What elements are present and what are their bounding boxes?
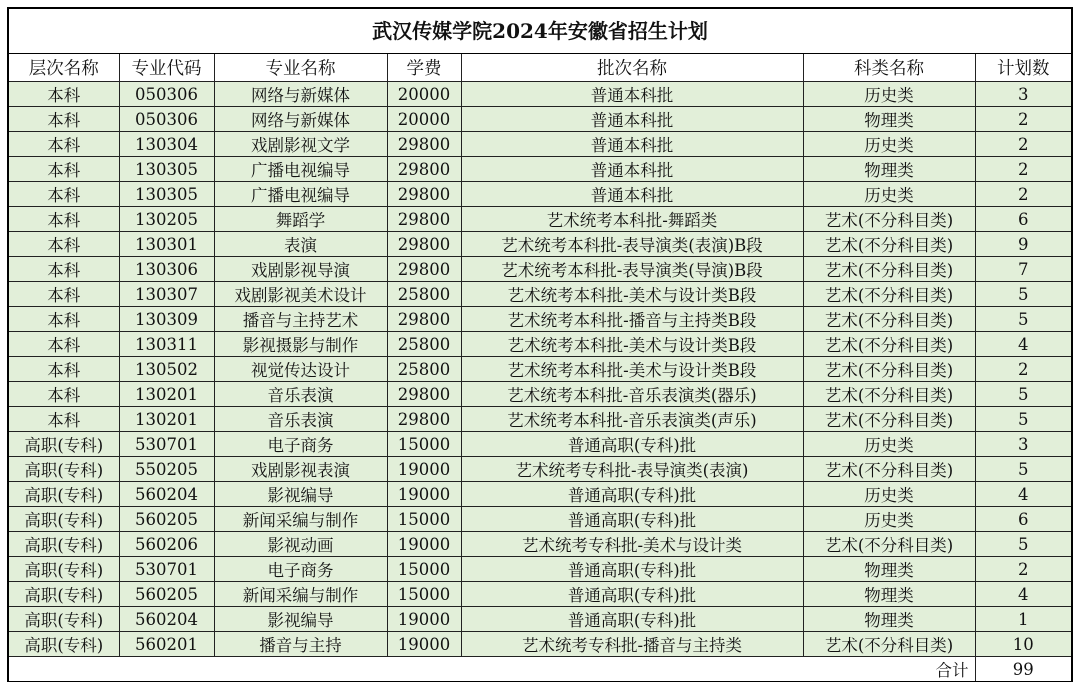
admission-plan-table [9, 54, 1071, 681]
tuition-cell: 19000 [387, 532, 461, 557]
table-row [9, 507, 1071, 532]
level-cell: 高职(专科) [9, 607, 119, 632]
major-code-cell: 560205 [119, 507, 214, 532]
batch-name-cell: 艺术统考本科批-美术与设计类B段 [461, 332, 803, 357]
table-row [9, 432, 1071, 457]
batch-name-cell: 普通高职(专科)批 [461, 607, 803, 632]
major-code-cell: 130306 [119, 257, 214, 282]
plan-count-cell: 9 [975, 232, 1071, 257]
category-cell: 物理类 [803, 157, 975, 182]
category-cell: 艺术(不分科目类) [803, 357, 975, 382]
table-row [9, 532, 1071, 557]
major-code-cell: 560201 [119, 632, 214, 657]
level-cell: 高职(专科) [9, 632, 119, 657]
batch-name-cell: 普通本科批 [461, 157, 803, 182]
batch-name-cell: 艺术统考专科批-表导演类(表演) [461, 457, 803, 482]
level-cell: 本科 [9, 107, 119, 132]
level-cell: 高职(专科) [9, 457, 119, 482]
major-name-cell: 影视编导 [214, 607, 387, 632]
table-row [9, 607, 1071, 632]
category-cell: 历史类 [803, 482, 975, 507]
major-code-cell: 130301 [119, 232, 214, 257]
document-title: 武汉传媒学院2024年安徽省招生计划 [9, 9, 1071, 54]
total-label: 合计 [9, 657, 975, 682]
category-cell: 艺术(不分科目类) [803, 332, 975, 357]
level-cell: 本科 [9, 407, 119, 432]
table-row [9, 457, 1071, 482]
major-name-cell: 戏剧影视美术设计 [214, 282, 387, 307]
plan-count-cell: 4 [975, 482, 1071, 507]
batch-name-cell: 艺术统考本科批-表导演类(表演)B段 [461, 232, 803, 257]
level-cell: 高职(专科) [9, 557, 119, 582]
level-cell: 高职(专科) [9, 432, 119, 457]
major-code-cell: 560204 [119, 482, 214, 507]
plan-count-cell: 5 [975, 382, 1071, 407]
tuition-cell: 29800 [387, 132, 461, 157]
major-code-cell: 130201 [119, 382, 214, 407]
plan-count-cell: 3 [975, 82, 1071, 107]
tuition-cell: 29800 [387, 182, 461, 207]
tuition-cell: 29800 [387, 407, 461, 432]
major-name-cell: 视觉传达设计 [214, 357, 387, 382]
plan-count-cell: 2 [975, 107, 1071, 132]
major-name-cell: 播音与主持艺术 [214, 307, 387, 332]
major-name-cell: 影视摄影与制作 [214, 332, 387, 357]
major-name-cell: 影视编导 [214, 482, 387, 507]
major-code-cell: 130502 [119, 357, 214, 382]
category-cell: 艺术(不分科目类) [803, 407, 975, 432]
tuition-cell: 29800 [387, 257, 461, 282]
plan-count-cell: 3 [975, 432, 1071, 457]
category-cell: 物理类 [803, 557, 975, 582]
batch-name-cell: 艺术统考本科批-表导演类(导演)B段 [461, 257, 803, 282]
batch-name-cell: 普通高职(专科)批 [461, 582, 803, 607]
major-code-cell: 130307 [119, 282, 214, 307]
category-cell: 艺术(不分科目类) [803, 532, 975, 557]
major-code-cell: 550205 [119, 457, 214, 482]
column-header: 批次名称 [461, 54, 803, 82]
major-code-cell: 050306 [119, 107, 214, 132]
total-value: 99 [975, 657, 1071, 682]
batch-name-cell: 艺术统考本科批-音乐表演类(器乐) [461, 382, 803, 407]
tuition-cell: 19000 [387, 607, 461, 632]
major-name-cell: 音乐表演 [214, 407, 387, 432]
major-code-cell: 130305 [119, 182, 214, 207]
major-code-cell: 130205 [119, 207, 214, 232]
plan-count-cell: 6 [975, 207, 1071, 232]
batch-name-cell: 艺术统考本科批-播音与主持类B段 [461, 307, 803, 332]
level-cell: 本科 [9, 132, 119, 157]
level-cell: 本科 [9, 207, 119, 232]
plan-count-cell: 2 [975, 357, 1071, 382]
plan-count-cell: 1 [975, 607, 1071, 632]
tuition-cell: 19000 [387, 482, 461, 507]
tuition-cell: 15000 [387, 507, 461, 532]
level-cell: 高职(专科) [9, 532, 119, 557]
major-code-cell: 560205 [119, 582, 214, 607]
total-row [9, 657, 1071, 682]
tuition-cell: 29800 [387, 207, 461, 232]
batch-name-cell: 艺术统考本科批-舞蹈类 [461, 207, 803, 232]
category-cell: 艺术(不分科目类) [803, 257, 975, 282]
column-header: 学费 [387, 54, 461, 82]
level-cell: 本科 [9, 157, 119, 182]
plan-count-cell: 10 [975, 632, 1071, 657]
major-name-cell: 网络与新媒体 [214, 82, 387, 107]
batch-name-cell: 普通高职(专科)批 [461, 432, 803, 457]
major-name-cell: 新闻采编与制作 [214, 582, 387, 607]
major-name-cell: 播音与主持 [214, 632, 387, 657]
table-row [9, 232, 1071, 257]
tuition-cell: 29800 [387, 382, 461, 407]
category-cell: 历史类 [803, 132, 975, 157]
major-code-cell: 130201 [119, 407, 214, 432]
table-row [9, 307, 1071, 332]
plan-count-cell: 4 [975, 582, 1071, 607]
tuition-cell: 25800 [387, 332, 461, 357]
batch-name-cell: 艺术统考专科批-播音与主持类 [461, 632, 803, 657]
table-body [9, 82, 1071, 682]
plan-count-cell: 5 [975, 457, 1071, 482]
plan-count-cell: 5 [975, 282, 1071, 307]
level-cell: 本科 [9, 257, 119, 282]
tuition-cell: 15000 [387, 432, 461, 457]
major-code-cell: 530701 [119, 432, 214, 457]
plan-count-cell: 2 [975, 557, 1071, 582]
major-name-cell: 广播电视编导 [214, 157, 387, 182]
column-header: 层次名称 [9, 54, 119, 82]
level-cell: 本科 [9, 357, 119, 382]
batch-name-cell: 艺术统考本科批-美术与设计类B段 [461, 282, 803, 307]
plan-count-cell: 5 [975, 307, 1071, 332]
major-name-cell: 戏剧影视文学 [214, 132, 387, 157]
level-cell: 本科 [9, 82, 119, 107]
column-header: 计划数 [975, 54, 1071, 82]
table-row [9, 132, 1071, 157]
batch-name-cell: 普通高职(专科)批 [461, 557, 803, 582]
table-row [9, 482, 1071, 507]
category-cell: 艺术(不分科目类) [803, 282, 975, 307]
level-cell: 本科 [9, 182, 119, 207]
major-code-cell: 560204 [119, 607, 214, 632]
category-cell: 历史类 [803, 182, 975, 207]
category-cell: 物理类 [803, 607, 975, 632]
level-cell: 本科 [9, 282, 119, 307]
batch-name-cell: 普通本科批 [461, 107, 803, 132]
table-row [9, 407, 1071, 432]
plan-count-cell: 2 [975, 132, 1071, 157]
tuition-cell: 29800 [387, 232, 461, 257]
category-cell: 物理类 [803, 582, 975, 607]
major-code-cell: 050306 [119, 82, 214, 107]
category-cell: 艺术(不分科目类) [803, 382, 975, 407]
category-cell: 历史类 [803, 507, 975, 532]
tuition-cell: 15000 [387, 582, 461, 607]
batch-name-cell: 艺术统考本科批-美术与设计类B段 [461, 357, 803, 382]
major-name-cell: 网络与新媒体 [214, 107, 387, 132]
table-row [9, 282, 1071, 307]
major-name-cell: 影视动画 [214, 532, 387, 557]
table-row [9, 632, 1071, 657]
table-row [9, 382, 1071, 407]
category-cell: 艺术(不分科目类) [803, 632, 975, 657]
level-cell: 本科 [9, 332, 119, 357]
column-header: 科类名称 [803, 54, 975, 82]
major-name-cell: 广播电视编导 [214, 182, 387, 207]
table-row [9, 157, 1071, 182]
batch-name-cell: 普通本科批 [461, 132, 803, 157]
level-cell: 本科 [9, 382, 119, 407]
major-name-cell: 表演 [214, 232, 387, 257]
plan-count-cell: 5 [975, 532, 1071, 557]
tuition-cell: 29800 [387, 157, 461, 182]
category-cell: 艺术(不分科目类) [803, 232, 975, 257]
tuition-cell: 15000 [387, 557, 461, 582]
batch-name-cell: 艺术统考专科批-美术与设计类 [461, 532, 803, 557]
plan-count-cell: 7 [975, 257, 1071, 282]
admission-plan-document [7, 7, 1073, 682]
major-name-cell: 电子商务 [214, 557, 387, 582]
tuition-cell: 19000 [387, 457, 461, 482]
level-cell: 高职(专科) [9, 482, 119, 507]
major-code-cell: 130305 [119, 157, 214, 182]
table-row [9, 182, 1071, 207]
level-cell: 本科 [9, 307, 119, 332]
category-cell: 物理类 [803, 107, 975, 132]
plan-count-cell: 2 [975, 157, 1071, 182]
table-row [9, 357, 1071, 382]
plan-count-cell: 2 [975, 182, 1071, 207]
major-code-cell: 530701 [119, 557, 214, 582]
tuition-cell: 25800 [387, 357, 461, 382]
batch-name-cell: 普通高职(专科)批 [461, 507, 803, 532]
category-cell: 历史类 [803, 432, 975, 457]
tuition-cell: 29800 [387, 307, 461, 332]
category-cell: 艺术(不分科目类) [803, 207, 975, 232]
batch-name-cell: 普通本科批 [461, 182, 803, 207]
major-name-cell: 戏剧影视表演 [214, 457, 387, 482]
batch-name-cell: 艺术统考本科批-音乐表演类(声乐) [461, 407, 803, 432]
table-row [9, 557, 1071, 582]
level-cell: 本科 [9, 232, 119, 257]
category-cell: 艺术(不分科目类) [803, 457, 975, 482]
table-row [9, 207, 1071, 232]
major-code-cell: 130311 [119, 332, 214, 357]
table-row [9, 82, 1071, 107]
major-code-cell: 130304 [119, 132, 214, 157]
table-header-row [9, 54, 1071, 82]
major-name-cell: 音乐表演 [214, 382, 387, 407]
plan-count-cell: 5 [975, 407, 1071, 432]
batch-name-cell: 普通本科批 [461, 82, 803, 107]
tuition-cell: 20000 [387, 82, 461, 107]
category-cell: 艺术(不分科目类) [803, 307, 975, 332]
major-code-cell: 560206 [119, 532, 214, 557]
tuition-cell: 19000 [387, 632, 461, 657]
level-cell: 高职(专科) [9, 582, 119, 607]
major-name-cell: 戏剧影视导演 [214, 257, 387, 282]
table-row [9, 582, 1071, 607]
major-name-cell: 电子商务 [214, 432, 387, 457]
tuition-cell: 20000 [387, 107, 461, 132]
table-row [9, 257, 1071, 282]
column-header: 专业名称 [214, 54, 387, 82]
major-name-cell: 舞蹈学 [214, 207, 387, 232]
table-row [9, 107, 1071, 132]
plan-count-cell: 6 [975, 507, 1071, 532]
major-code-cell: 130309 [119, 307, 214, 332]
level-cell: 高职(专科) [9, 507, 119, 532]
plan-count-cell: 4 [975, 332, 1071, 357]
batch-name-cell: 普通高职(专科)批 [461, 482, 803, 507]
major-name-cell: 新闻采编与制作 [214, 507, 387, 532]
tuition-cell: 25800 [387, 282, 461, 307]
column-header: 专业代码 [119, 54, 214, 82]
table-row [9, 332, 1071, 357]
category-cell: 历史类 [803, 82, 975, 107]
